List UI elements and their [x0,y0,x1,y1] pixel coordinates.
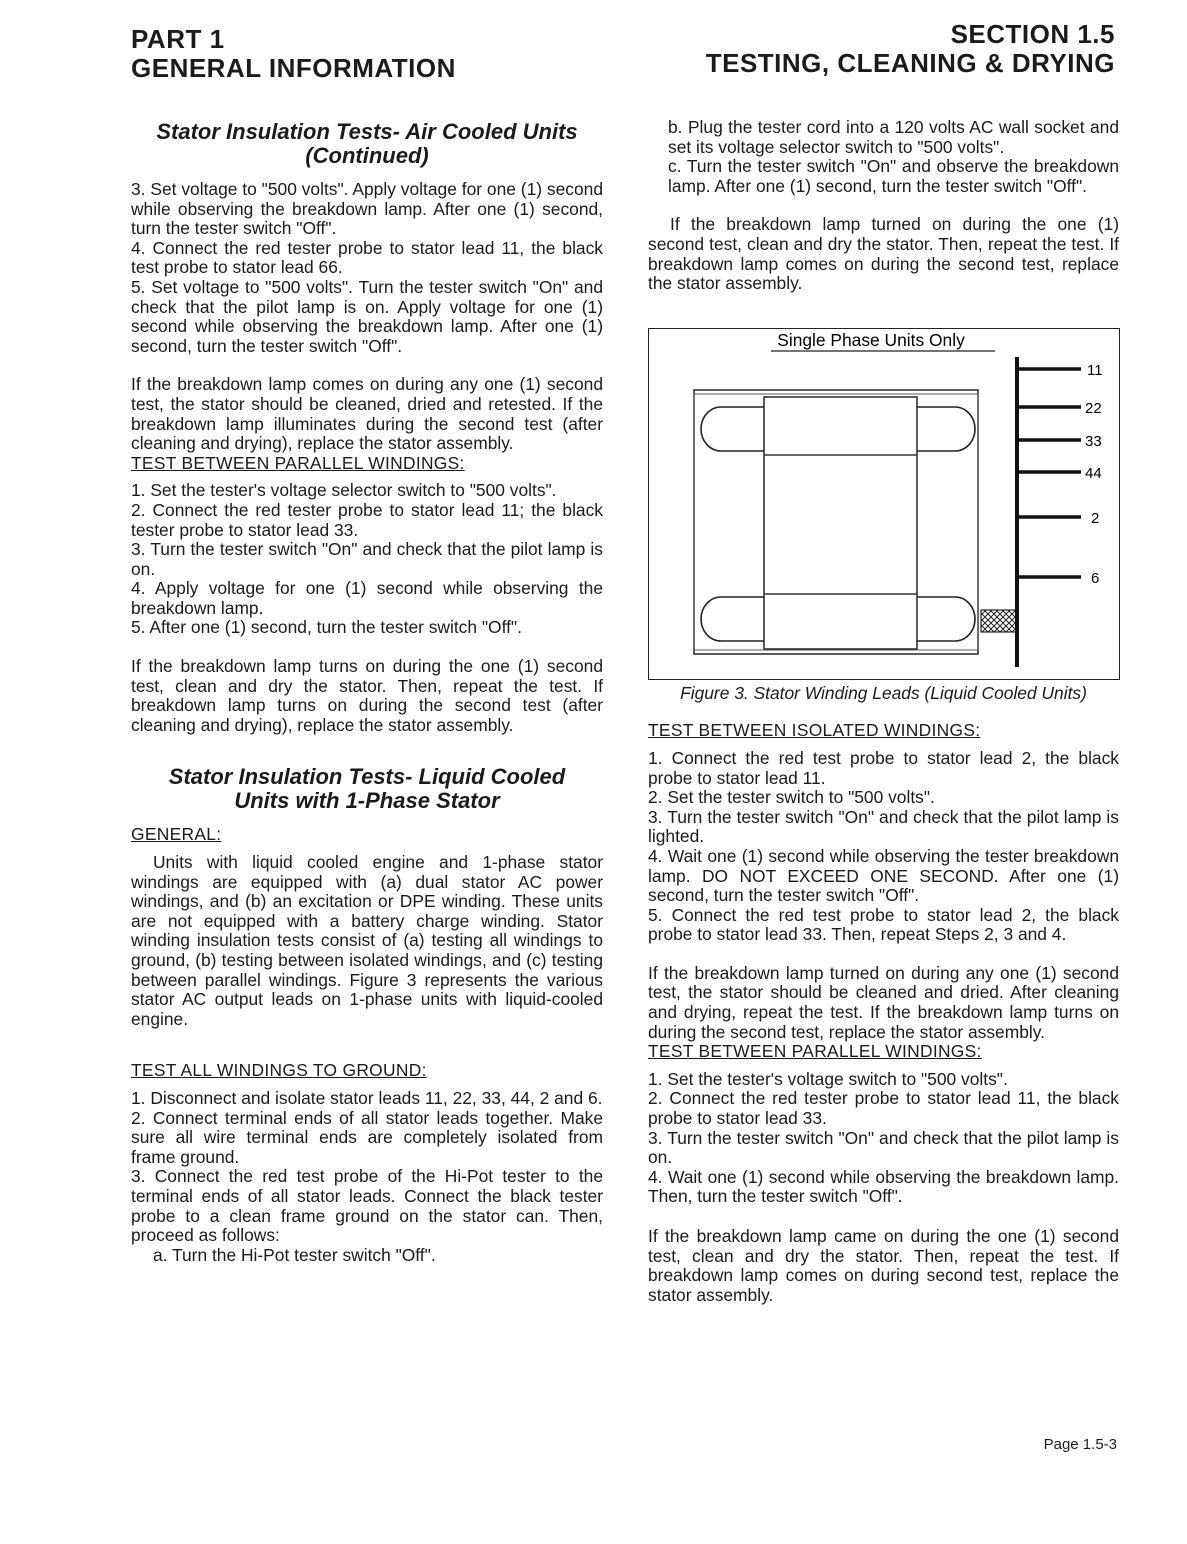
parallel-windings-steps [131,481,603,638]
parallel-windings-paragraph: If the breakdown lamp turns on during the one (1) second test, clean and dry the stator. Then, repeat the test. If breakdown lamp turns on during the second test (after cleaning and drying), replace the stator assembly. [131,656,603,735]
stator-diagram [649,329,1118,678]
list-item: 3. Turn the tester switch "On" and check that the pilot lamp is lighted. [648,806,1119,847]
ground-test-heading: TEST ALL WINDINGS TO GROUND: [131,1060,427,1081]
list-item: 5. Connect the red test probe to stator lead 2, the black probe to stator lead 33. Then, repeat Steps 2, 3 and 4. [648,904,1119,945]
ground-test-substeps [648,118,1119,196]
list-item: 1. Disconnect and isolate stator leads 11, 22, 33, 44, 2 and 6. [131,1087,603,1108]
lead-label: 22 [1085,399,1102,417]
list-item: c. Turn the tester switch "On" and observe the breakdown lamp. After one (1) second, turn the tester switch "Off". [668,156,1119,196]
stator-frame [694,390,978,654]
page-header-right [706,20,1115,78]
list-item: 3. Set voltage to "500 volts". Apply voltage for one (1) second while observing the breakdown lamp. After one (1) second, turn the tester switch "Off". [131,179,603,239]
figure-box-title: Single Phase Units Only [777,329,965,350]
list-item: 4. Connect the red tester probe to stator lead 11, the black test probe to stator lead 66. [131,237,603,278]
part-label: PART 1 [131,24,225,54]
right-column [648,118,1119,1305]
list-item: 4. Wait one (1) second while observing the tester breakdown lamp. DO NOT EXCEED ONE SECOND. After one (1) second, turn the tester switch "Off". [648,845,1119,906]
general-paragraph: Units with liquid cooled engine and 1-phase stator windings are equipped with (a) dual stator AC power windings, and (b) an excitation or DPE winding. These units are not equipped with a battery charge winding. Stator winding insulation tests consist of (a) testing all windings to ground, (b) testing between isolated windings, and (c) testing between parallel windings. Figure 3 represents the various stator AC output leads on 1-phase units with liquid-cooled engine. [131,852,603,1029]
lead-label: 2 [1091,509,1100,527]
lead-label: 44 [1085,464,1102,482]
list-item: 3. Turn the tester switch "On" and check that the pilot lamp is on. [131,539,603,579]
parallel-windings-steps-2 [648,1070,1119,1207]
list-item: 2. Set the tester switch to "500 volts". [648,787,935,808]
list-item: 1. Set the tester's voltage switch to "500 volts". [648,1068,1008,1089]
list-item: 4. Wait one (1) second while observing the breakdown lamp. Then, turn the tester switch "Off". [648,1166,1119,1207]
coil-top-left [701,407,764,451]
liquid-cooled-title [131,765,603,813]
air-cooled-steps [131,180,603,356]
ground-test-paragraph: If the breakdown lamp turned on during the one (1) second test, clean and dry the stator. Then, repeat the test. If breakdown lamp comes on during the second test, replace the stator assembly. [648,214,1119,294]
left-column [131,120,603,1265]
liquid-cooled-title-line1: Stator Insulation Tests- Liquid Cooled [168,764,566,790]
parallel-windings-paragraph-2: If the breakdown lamp came on during the one (1) second test, clean and dry the stator. Then, repeat the test. If breakdown lamp comes on during second test, replace the stator assembly. [648,1226,1119,1305]
air-cooled-title [131,120,603,168]
lead-label: 6 [1091,569,1100,587]
page-number: Page 1.5-3 [1043,1436,1117,1453]
list-item: 5. Set voltage to "500 volts". Turn the tester switch "On" and check that the pilot lamp is on. Apply voltage for one (1) second while observing the breakdown lamp. After one (1) second, turn the tester switch "Off". [131,276,603,356]
part-title: GENERAL INFORMATION [131,53,456,83]
parallel-windings-heading: TEST BETWEEN PARALLEL WINDINGS: [131,452,465,473]
section-title: TESTING, CLEANING & DRYING [705,48,1115,78]
coil-bottom-left [701,597,764,641]
figure-3-box [648,328,1120,680]
list-item: 1. Connect the red test probe to stator lead 2, the black probe to stator lead 11. [648,747,1119,788]
list-item: 3. Connect the red test probe of the Hi-Pot tester to the terminal ends of all stator leads. Connect the black tester probe to a clean frame ground on the stator can. Then, proceed as follows: [131,1166,603,1246]
air-cooled-title-line1: Stator Insulation Tests- Air Cooled Units [156,119,578,144]
isolated-windings-heading: TEST BETWEEN ISOLATED WINDINGS: [648,720,981,741]
page-header-left [131,25,456,83]
list-item: b. Plug the tester cord into a 120 volts AC wall socket and set its voltage selector switch to "500 volts". [668,117,1119,157]
list-item: 1. Set the tester's voltage selector switch to "500 volts". [131,480,557,501]
list-item: 2. Connect the red tester probe to stator lead 11, the black probe to stator lead 33. [648,1088,1119,1129]
list-item: 3. Turn the tester switch "On" and check that the pilot lamp is on. [648,1127,1119,1168]
air-cooled-paragraph: If the breakdown lamp comes on during any one (1) second test, the stator should be cleaned, dried and retested. If the breakdown lamp illuminates during the second test (after cleaning and drying), replace the stator assembly. [131,374,603,454]
air-cooled-title-line2: (Continued) [305,143,429,168]
lead-connector-block [981,610,1017,632]
figure-3-caption: Figure 3. Stator Winding Leads (Liquid Cooled Units) [680,682,1087,703]
list-item: 2. Connect the red tester probe to stator lead 11; the black tester probe to stator lead 33. [131,499,603,540]
ground-test-steps [131,1089,603,1265]
list-item: 4. Apply voltage for one (1) second while observing the breakdown lamp. [131,578,603,618]
lead-label: 33 [1085,432,1102,450]
isolated-windings-steps [648,749,1119,945]
section-label: SECTION 1.5 [950,19,1115,49]
stator-core [764,397,917,649]
isolated-windings-paragraph: If the breakdown lamp turned on during any one (1) second test, the stator should be cleaned and dried. After cleaning and drying, repeat the test. If the breakdown lamp turns on during the second test, replace the stator assembly. [648,962,1119,1042]
list-item: 5. After one (1) second, turn the tester switch "Off". [131,617,522,638]
coil-top-right [917,407,975,451]
parallel-windings-heading-2: TEST BETWEEN PARALLEL WINDINGS: [648,1041,982,1062]
stator-frame-inner [694,394,978,650]
general-heading: GENERAL: [131,824,222,845]
lead-label: 11 [1087,361,1103,379]
list-item: 2. Connect terminal ends of all stator leads together. Make sure all wire terminal ends are completely isolated from frame ground. [131,1107,603,1167]
list-item: a. Turn the Hi-Pot tester switch "Off". [153,1244,436,1265]
coil-bottom-right [917,597,975,641]
liquid-cooled-title-line2: Units with 1-Phase Stator [234,788,500,814]
